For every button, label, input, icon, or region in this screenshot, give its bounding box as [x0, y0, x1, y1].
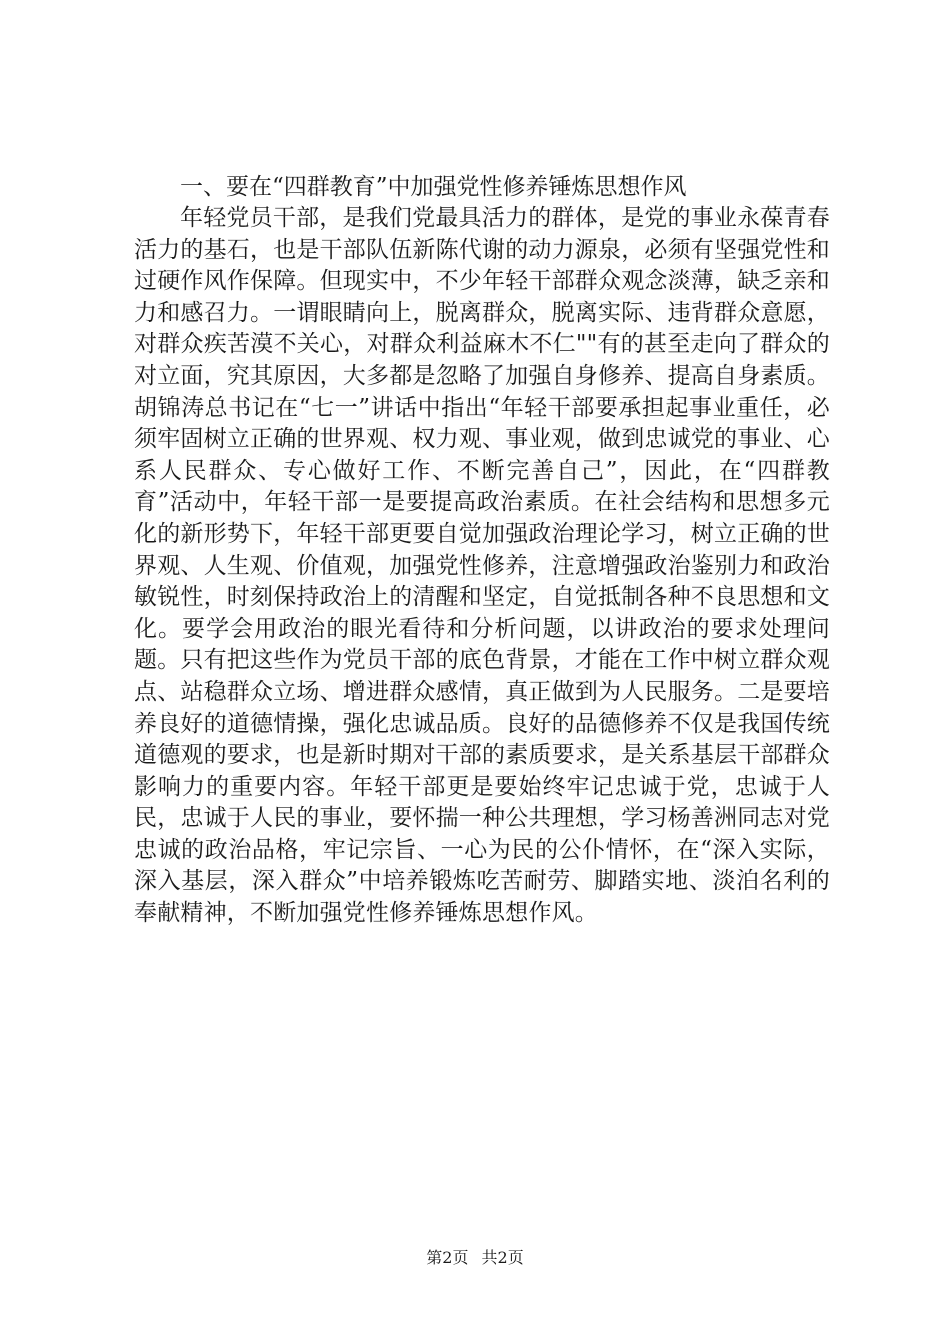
page-total: 共2页: [481, 1248, 524, 1267]
document-content: [134, 172, 830, 930]
page-footer: [0, 1245, 950, 1268]
body-paragraph: 年轻党员干部，是我们党最具活力的群体，是党的事业永葆青春活力的基石，也是干部队伍新陈代谢的动力源泉，必须有坚强党性和过硬作风作保障。但现实中，不少年轻干部群众观念淡薄，缺乏亲和力和感召力。一谓眼睛向上，脱离群众，脱离实际、违背群众意愿，对群众疾苦漠不关心，对群众利益麻木不仁""有的甚至走向了群众的对立面，究其原因，大多都是忽略了加强自身修养、提高自身素质。胡锦涛总书记在“七一”讲话中指出“年轻干部要承担起事业重任，必须牢固树立正确的世界观、权力观、事业观，做到忠诚党的事业、心系人民群众、专心做好工作、不断完善自己”，因此，在“四群教育”活动中，年轻干部一是要提高政治素质。在社会结构和思想多元化的新形势下，年轻干部更要自觉加强政治理论学习，树立正确的世界观、人生观、价值观，加强党性修养，注意增强政治鉴别力和政治敏锐性，时刻保持政治上的清醒和坚定，自觉抵制各种不良思想和文化。要学会用政治的眼光看待和分析问题，以讲政治的要求处理问题。只有把这些作为党员干部的底色背景，才能在工作中树立群众观点、站稳群众立场、增进群众感情，真正做到为人民服务。二是要培养良好的道德情操，强化忠诚品质。良好的品德修养不仅是我国传统道德观的要求，也是新时期对干部的素质要求，是关系基层干部群众影响力的重要内容。年轻干部更是要始终牢记忠诚于党，忠诚于人民，忠诚于人民的事业，要怀揣一种公共理想，学习杨善洲同志对党忠诚的政治品格，牢记宗旨、一心为民的公仆情怀，在“深入实际，深入基层，深入群众”中培养锻炼吃苦耐劳、脚踏实地、淡泊名利的奉献精神，不断加强党性修养锤炼思想作风。: [134, 205, 830, 927]
page-number: 第2页: [426, 1248, 469, 1267]
section-heading: 一、要在“四群教育”中加强党性修养锤炼思想作风: [180, 174, 687, 200]
